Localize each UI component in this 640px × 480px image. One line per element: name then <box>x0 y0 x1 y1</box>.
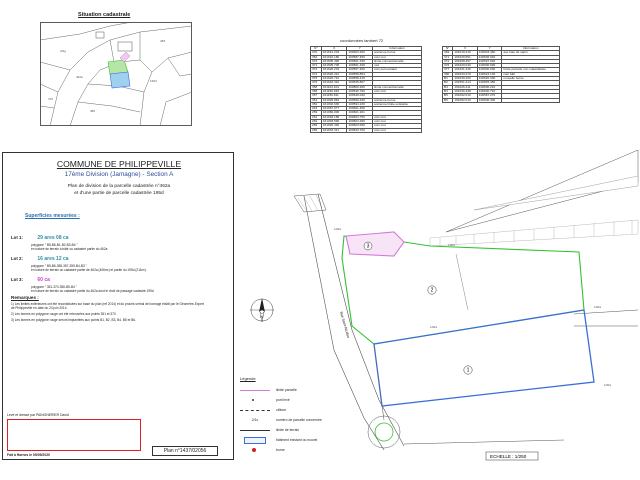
legend-label: numéro de parcelle concernée <box>276 418 322 422</box>
legend-item <box>240 425 330 435</box>
svg-text:486: 486 <box>90 109 96 113</box>
table-cell: 259 <box>311 111 322 115</box>
table-cell: 161062.010 <box>453 94 478 98</box>
remark-line: 2) Les bornes en polygone rouge ont été retrouvées aux points 351 et 370 <box>11 312 116 316</box>
table-cell: 100558.415 <box>347 77 373 81</box>
coords-column-header: Y <box>347 47 373 51</box>
lot-area: 29 ares 08 ca <box>37 235 69 241</box>
legend-item <box>240 435 330 445</box>
table-cell: coin mur <box>373 55 422 59</box>
lot-area: 60 ca <box>37 277 50 283</box>
table-cell: ancienne limite existante <box>373 102 422 106</box>
table-cell: 371 <box>311 64 322 68</box>
title-block <box>2 152 234 460</box>
table-cell: B5 <box>443 94 453 98</box>
table-cell: 358 <box>311 85 322 89</box>
table-cell: 100600.030 <box>477 68 502 72</box>
table-cell: 351 <box>311 98 322 102</box>
table-cell: 100587.450 <box>347 55 373 59</box>
table-cell: 161620.040 <box>453 64 478 68</box>
table-cell: mur <box>373 64 422 68</box>
table-cell: 161631.346 <box>453 68 478 72</box>
table-cell: B6 <box>443 98 453 102</box>
plan-number: Plan n°1437/02056 <box>152 446 218 456</box>
coords-table-right <box>442 46 560 103</box>
table-cell: 265 <box>311 124 322 128</box>
table-cell: B2 <box>443 81 453 85</box>
situation-inset <box>40 14 192 126</box>
table-cell: 161610.180 <box>321 55 347 59</box>
legend-label: pont levé <box>276 398 290 402</box>
svg-text:462a: 462a <box>76 75 83 79</box>
scale-label: ECHELLE : 1/250 <box>490 454 527 459</box>
table-cell: 161082.010 <box>453 98 478 102</box>
north-label: N <box>260 314 264 319</box>
legend-label: limite parcelle <box>276 388 297 392</box>
coords-column-header: N° <box>443 47 453 51</box>
svg-text:195d: 195d <box>150 79 157 83</box>
legend-item: 2/1c numéro de parcelle concernée <box>251 418 322 422</box>
lot-number-text: 1 <box>466 367 470 374</box>
table-cell: 357 <box>311 94 322 98</box>
road-wedge <box>446 150 638 232</box>
table-cell: 100604.290 <box>347 120 373 124</box>
table-cell: 161093.158 <box>321 115 347 119</box>
footer-date: Fait à Harnes le 05/09/2020 <box>7 453 50 457</box>
table-cell: 100800.260 <box>347 85 373 89</box>
table-cell: 375 <box>311 77 322 81</box>
table-cell: 100587.270 <box>477 94 502 98</box>
table-cell: 100597.040 <box>477 59 502 63</box>
table-cell: 161551.414 <box>453 81 478 85</box>
table-cell: 373 <box>311 59 322 63</box>
svg-text:4/2g: 4/2g <box>60 49 66 53</box>
table-cell: coin mûr <box>373 89 422 93</box>
table-cell: 161630.651 <box>453 55 478 59</box>
coords-column-header: X <box>321 47 347 51</box>
table-cell: coin mur <box>373 120 422 124</box>
table-cell: 100601.460 <box>347 107 373 111</box>
legend-label: bâtiment existant ou nouvel <box>276 438 318 442</box>
table-cell: 161093.590 <box>321 120 347 124</box>
table-cell: 100600.400 <box>477 98 502 102</box>
table-cell: B4 <box>443 89 453 93</box>
coords-column-header: Y <box>477 47 502 51</box>
table-cell: ancienne borne <box>373 98 422 102</box>
table-cell: 161046.438 <box>453 89 478 93</box>
coords-column-header: Information <box>502 47 560 51</box>
lot-description: en nature de terrain à bâtir ou cadastré partie du 462a <box>31 246 108 251</box>
remark-line: de Philippeville en date du 24 juin 2014. <box>11 306 68 310</box>
table-cell: coin mur <box>373 115 422 119</box>
table-cell: 100600.690 <box>477 64 502 68</box>
table-cell: coin mur <box>373 128 422 132</box>
table-cell: 100601.201 <box>347 111 373 115</box>
drawn-by: Levé et dressé par PAINGNERIER David <box>7 413 69 417</box>
boundary-extension <box>404 310 638 444</box>
situation-map <box>40 22 192 126</box>
table-cell: 161633.270 <box>453 72 478 76</box>
table-cell: 161067.077 <box>321 107 347 111</box>
situation-title: Situation cadastrale <box>78 12 131 18</box>
table-cell: 161608.457 <box>453 59 478 63</box>
table-cell: 161619.216 <box>453 51 478 55</box>
legend-item <box>240 405 330 415</box>
remarks-title: Remarques : <box>11 295 39 300</box>
table-cell: 369 <box>443 51 453 55</box>
table-cell: 161159.930 <box>321 89 347 93</box>
table-cell: 100561.330 <box>347 59 373 63</box>
table-cell: 100540.040 <box>347 94 373 98</box>
table-cell: 161002.636 <box>321 102 347 106</box>
table-cell: 161104.104 <box>321 85 347 89</box>
plan-description-1: Plan de division de la parcelle cadastrée n°462a <box>67 184 171 189</box>
table-cell: 100606.040 <box>477 55 502 59</box>
table-cell: coin mur <box>373 124 422 128</box>
lot-number-1 <box>464 366 472 374</box>
table-cell: ancienne borne <box>373 51 422 55</box>
coords-column-header: N° <box>311 47 322 51</box>
remark-line: 3) Les bornes en polygone rouge seront implantées aux points B1, B2, B3, B4, B5 et B6. <box>11 318 136 322</box>
table-cell: 100558.854 <box>347 72 373 76</box>
table-cell: coin bâti <box>502 72 560 76</box>
road-wedge <box>474 176 638 210</box>
table-cell: 100540.790 <box>347 89 373 93</box>
table-cell: 100557.400 <box>347 68 373 72</box>
svg-text:4.00m: 4.00m <box>448 244 456 247</box>
table-cell: 161029.864 <box>321 98 347 102</box>
table-cell: 100604.750 <box>347 115 373 119</box>
superficies-title: Superficies mesurées : <box>25 213 80 219</box>
table-cell: 161605.490 <box>321 59 347 63</box>
svg-text:4.00m: 4.00m <box>604 384 612 387</box>
legend-label: limite de terrain <box>276 428 300 432</box>
lot-area: 16 ares 12 ca <box>37 256 69 262</box>
division-title: 17ème Division (Jamagne) - Section A <box>64 171 174 178</box>
plan-description-2: et d'une partie de parcelle cadastrée 195d <box>74 191 164 196</box>
lot-number-text: 3 <box>366 243 370 250</box>
lot-entry <box>11 268 231 293</box>
table-cell: 100561.346 <box>347 64 373 68</box>
lot-3-boundary <box>346 232 404 256</box>
table-cell: 372 <box>311 68 322 72</box>
legend-item <box>240 445 330 455</box>
table-cell: 358 <box>311 89 322 93</box>
table-cell: 262 <box>311 120 322 124</box>
fence-line <box>374 344 384 420</box>
lot-description: en nature de terrain ou cadastré partie du 462a dont le droit de passage cadastré 195d <box>31 288 154 293</box>
lot-polygon: polygone " 351-370-356-B5-B4 " <box>31 285 77 289</box>
table-cell: 371 <box>443 55 453 59</box>
table-cell: 161633.311 <box>321 128 347 132</box>
road-hatch <box>294 194 326 212</box>
lot-label: Lot 1: <box>11 235 23 240</box>
legend-title: Légende <box>240 376 256 381</box>
signature-box <box>7 419 141 451</box>
lot-label: Lot 3: <box>11 277 23 282</box>
table-row <box>443 98 560 102</box>
table-cell: 100600.710 <box>477 89 502 93</box>
legend-item <box>240 385 330 395</box>
table-cell: 374 <box>311 72 322 76</box>
table-cell: 243 <box>311 107 322 111</box>
table-cell: 377 <box>443 68 453 72</box>
lot-description: en nature de terrain ou cadastré partie de 462a (406m²) et partie du 195d (211m²) <box>31 267 147 272</box>
table-cell: 100624.130 <box>477 72 502 76</box>
lot-polygon: polygone " B5-B6-358-357-359-B4-B3 " <box>31 264 87 268</box>
table-cell: nouvelle borne <box>502 77 560 81</box>
table-cell: 372 <box>443 59 453 63</box>
table-cell: 161614.234 <box>321 51 347 55</box>
lot-label: Lot 2: <box>11 256 23 261</box>
table-cell: B1 <box>443 77 453 81</box>
table-cell: 261 <box>311 115 322 119</box>
table-cell: 161626.234 <box>321 68 347 72</box>
table-cell: 100545.867 <box>347 81 373 85</box>
street-name: Rue Saint-Nicolas <box>339 311 351 339</box>
coords-title: coordonnées lambert 72 <box>340 38 384 43</box>
lot-number-text: 2 <box>430 287 434 294</box>
coords-column-header: Information <box>373 47 422 51</box>
table-cell: 161066.006 <box>321 111 347 115</box>
table-cell: 161616.310 <box>321 81 347 85</box>
table-cell: coin poil existant <box>373 68 422 72</box>
commune-title: COMMUNE DE PHILIPPEVILLE <box>56 159 182 169</box>
table-cell: 352 <box>311 55 322 59</box>
table-cell: 376 <box>443 64 453 68</box>
table-cell: 380 <box>443 72 453 76</box>
legend-label: borne <box>276 448 285 452</box>
table-cell: 352 <box>311 102 322 106</box>
table-cell: 100600.210 <box>477 85 502 89</box>
coords-column-header: X <box>453 47 478 51</box>
svg-text:4.00m: 4.00m <box>594 306 602 309</box>
table-cell: 100590.330 <box>347 98 373 102</box>
table-cell: 161026.411 <box>453 85 478 89</box>
table-cell: 161625.440 <box>321 124 347 128</box>
lot-polygon: polygone " B5-B6-B1-B2-B3-B4 " <box>31 243 78 247</box>
table-cell: 161630.200 <box>453 77 478 81</box>
table-cell: limite parcelle non matérialisée <box>502 68 560 72</box>
lot-number-3 <box>364 242 372 250</box>
table-cell <box>502 98 560 102</box>
table-cell: 100603.200 <box>347 51 373 55</box>
table-cell: 266 <box>311 128 322 132</box>
table-cell: 161159.811 <box>321 94 347 98</box>
coords-table-left <box>310 46 422 133</box>
table-cell: 100594.230 <box>347 102 373 106</box>
table-cell: 100603.050 <box>347 124 373 128</box>
table-cell: 100620.300 <box>477 77 502 81</box>
table-cell: 161620.312 <box>321 72 347 76</box>
fence-line <box>456 254 468 310</box>
table-cell: 370 <box>311 51 322 55</box>
svg-text:4.00m: 4.00m <box>430 326 438 329</box>
svg-text:470: 470 <box>48 97 54 101</box>
svg-text:468: 468 <box>160 39 166 43</box>
svg-text:4.00m: 4.00m <box>334 228 342 231</box>
table-cell: 100603.460 <box>477 51 502 55</box>
legend <box>240 376 330 455</box>
lot-number-2 <box>428 286 436 294</box>
table-cell: 161620.710 <box>321 77 347 81</box>
table-cell: axe haie de sapin <box>502 51 560 55</box>
roundabout-inner <box>375 423 393 441</box>
table-cell: limite conventionnelle <box>373 59 422 63</box>
legend-label: clôture <box>276 408 287 412</box>
table-cell: 100845.450 <box>477 81 502 85</box>
lot-1-boundary <box>374 310 594 406</box>
table-cell: 100843.700 <box>347 128 373 132</box>
table-cell: limite conventionnelle <box>373 85 422 89</box>
north-arrow <box>250 298 274 322</box>
table-cell: 376 <box>311 81 322 85</box>
remark-line: 1) Les limites extérieures ont été reconstituées sur base du plan (ref 2014) et du procès-verbal de bornage établi par le Géomètre-Expert <box>11 302 204 306</box>
table-cell: 161605.700 <box>321 64 347 68</box>
table-row <box>311 128 422 132</box>
table-cell: B3 <box>443 85 453 89</box>
legend-item <box>240 395 330 405</box>
